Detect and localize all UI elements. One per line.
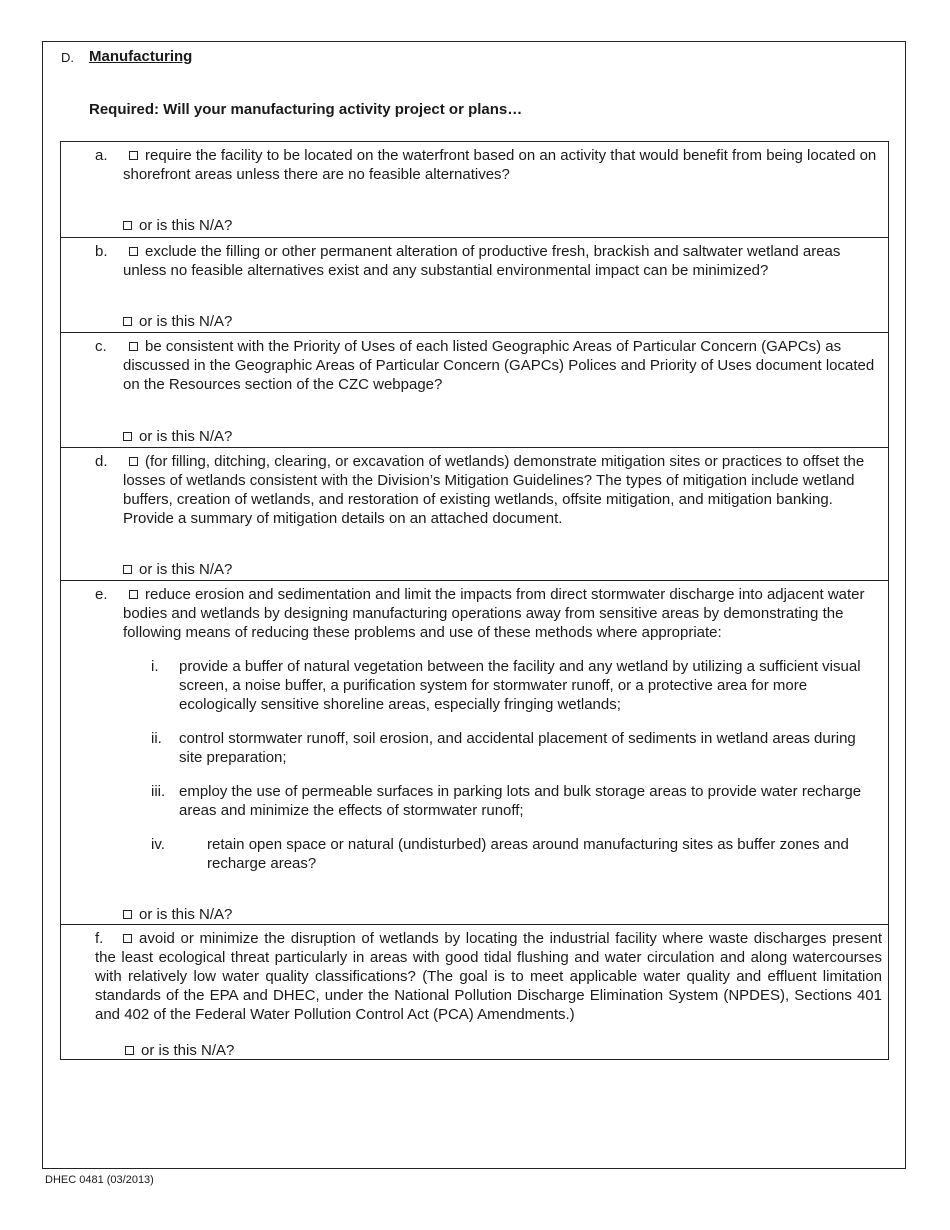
question-text: reduce erosion and sedimentation and limit the impacts from direct stormwater discharge into adjacent water bodies and wetlands by designing manufacturing operations away from sensitive areas by demonstrating the following means of reducing these problems and use of these methods where appropriate: [123, 586, 865, 641]
question-row-e [61, 580, 888, 924]
na-checkbox[interactable] [123, 317, 132, 326]
subitem-number: ii. [151, 730, 162, 747]
checkbox[interactable] [129, 247, 138, 256]
checkbox[interactable] [129, 151, 138, 160]
subitem-text: employ the use of permeable surfaces in parking lots and bulk storage areas to provide water recharge areas and minimize the effects of stormwater runoff; [179, 783, 862, 819]
na-option: or is this N/A? [123, 427, 232, 446]
na-option: or is this N/A? [123, 905, 232, 924]
question-letter: d. [95, 453, 108, 470]
question-row-c [61, 332, 888, 447]
question-row-f [61, 924, 888, 1059]
subitem-number: iv. [151, 836, 165, 853]
subitem-number: i. [151, 658, 159, 675]
subitem-number: iii. [151, 783, 166, 800]
question-row-b [61, 237, 888, 332]
na-checkbox[interactable] [125, 1046, 134, 1055]
question-text: be consistent with the Priority of Uses of each listed Geographic Areas of Particular Concern (GAPCs) as discussed in the Geographic Areas of Particular Concern (GAPCs) Polices and Priority of Uses document located on the Resources section of the CZC webpage? [123, 338, 875, 393]
checkbox[interactable] [129, 590, 138, 599]
question-letter: f. [95, 930, 104, 947]
question-letter: b. [95, 243, 108, 260]
na-option: or is this N/A? [123, 312, 232, 331]
na-option: or is this N/A? [125, 1041, 234, 1060]
na-checkbox[interactable] [123, 432, 132, 441]
questions-table [60, 141, 889, 1060]
question-text: require the facility to be located on the waterfront based on an activity that would benefit from being located on shorefront areas unless there are no feasible alternatives? [123, 147, 877, 183]
checkbox[interactable] [129, 342, 138, 351]
question-letter: e. [95, 586, 108, 603]
question-row-d [61, 447, 888, 580]
question-text: (for filling, ditching, clearing, or excavation of wetlands) demonstrate mitigation sites or practices to offset the losses of wetlands consistent with the Division’s Mitigation Guidelines? The types of mitigation include wetland buffers, creation of wetlands, and restoration of existing wetlands, offsite mitigation, and mitigation banking. Provide a summary of mitigation details on an attached document. [123, 453, 865, 527]
question-text: avoid or minimize the disruption of wetlands by locating the industrial facility where waste discharges present the least ecological threat particularly in areas with good tidal flushing and water circulation and along watercourses with relatively low water quality classifications? (The goal is to meet applicable water quality and effluent limitation standards of the EPA and DHEC, under the National Pollution Discharge Elimination System (NPDES), Sections 401 and 402 of the Federal Water Pollution Control Act (PCA) Amendments.) [95, 930, 882, 1023]
question-text: exclude the filling or other permanent alteration of productive fresh, brackish and saltwater wetland areas unless no feasible alternatives exist and any substantial environmental impact can be minimized? [123, 243, 841, 279]
subitem-text: control stormwater runoff, soil erosion, and accidental placement of sediments in wetland areas during site preparation; [179, 730, 856, 766]
question-letter: a. [95, 147, 108, 164]
na-option: or is this N/A? [123, 560, 232, 579]
checkbox[interactable] [123, 934, 132, 943]
subitem-text: provide a buffer of natural vegetation between the facility and any wetland by utilizing a sufficient visual screen, a noise buffer, a purification system for stormwater runoff, or a protective area for more ecologically sensitive shoreline areas, especially fringing wetlands; [179, 658, 861, 713]
required-prompt: Required: Will your manufacturing activity project or plans… [89, 101, 523, 118]
form-number: DHEC 0481 (03/2013) [45, 1174, 154, 1186]
na-checkbox[interactable] [123, 565, 132, 574]
section-title: Manufacturing [89, 48, 193, 65]
question-letter: c. [95, 338, 107, 355]
question-row-a [61, 142, 888, 237]
na-checkbox[interactable] [123, 221, 132, 230]
checkbox[interactable] [129, 457, 138, 466]
section-letter: D. [61, 50, 74, 65]
subitem-text: retain open space or natural (undisturbed) areas around manufacturing sites as buffer zones and recharge areas? [207, 836, 849, 872]
na-checkbox[interactable] [123, 910, 132, 919]
na-option: or is this N/A? [123, 216, 232, 235]
